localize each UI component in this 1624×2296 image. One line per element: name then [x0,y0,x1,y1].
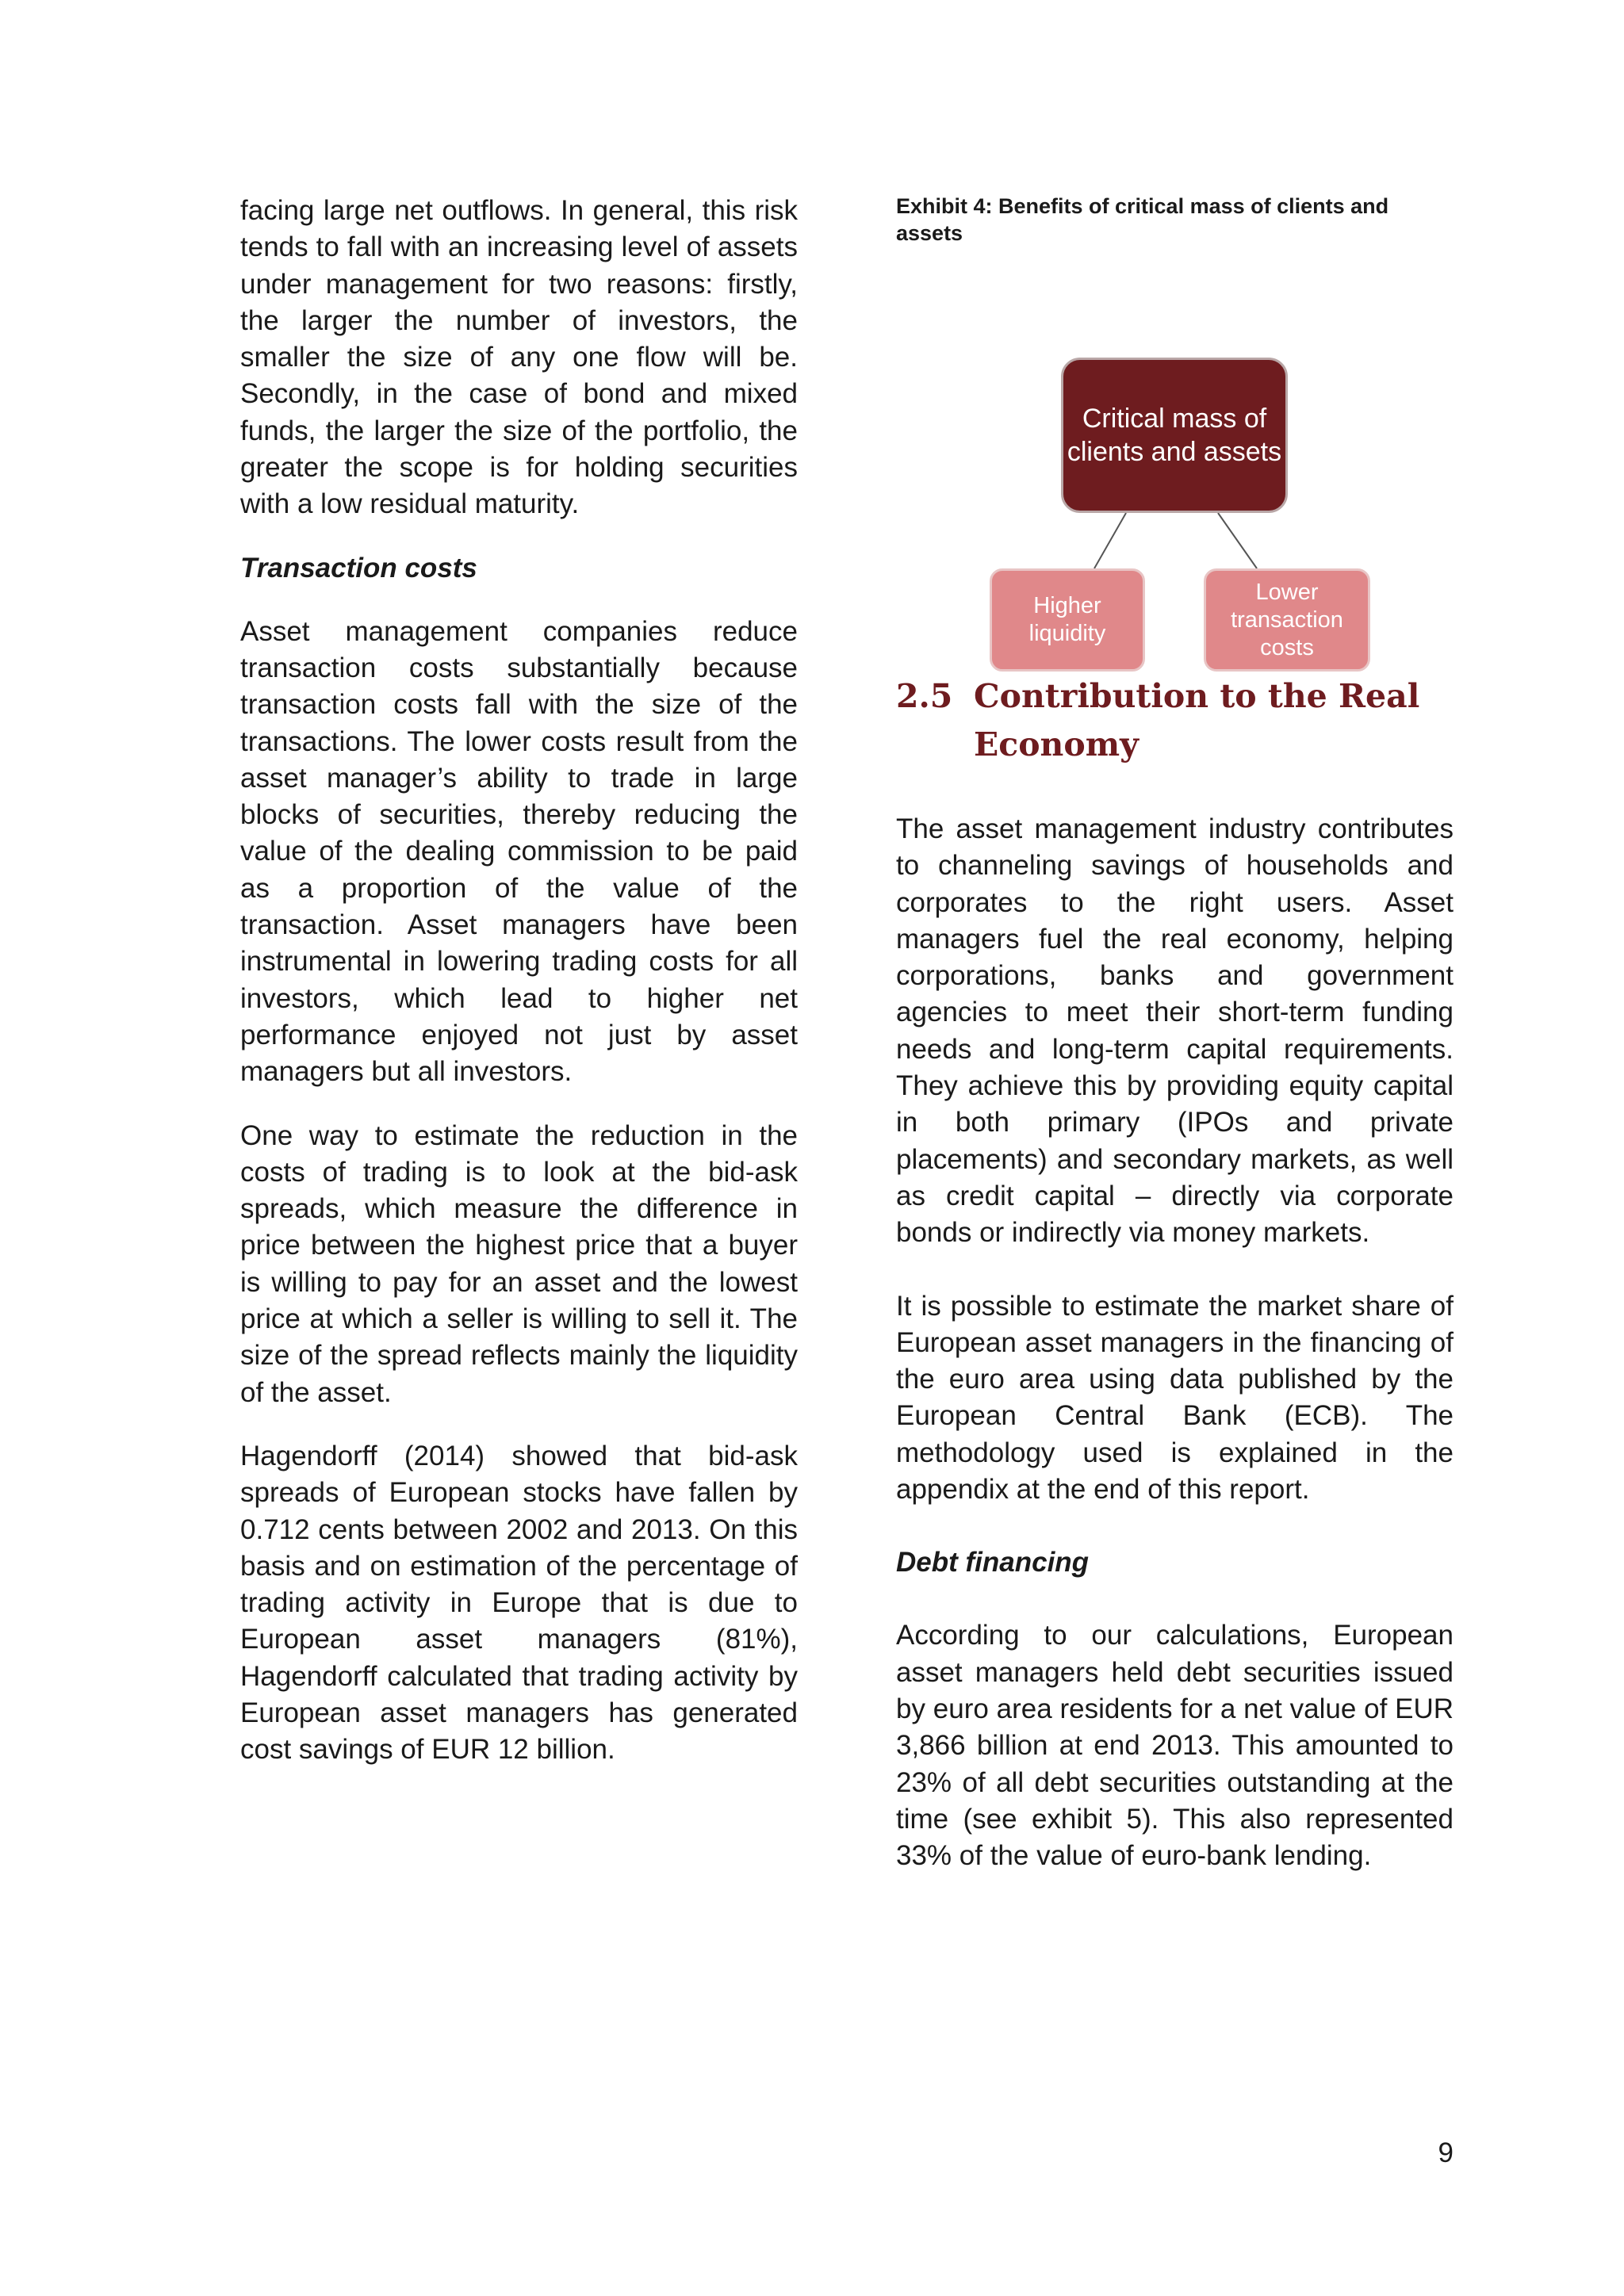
connector-right [1218,513,1257,568]
critical-mass-diagram [896,286,1454,660]
left-paragraph-1: facing large net outflows. In general, this risk tends to fall with an increasing level of assets under management for two reasons: firstly, the larger the number of investors, the smaller the size of any one flow will be. Secondly, in the case of bond and mixed funds, the larger the size of the portfolio, the greater the scope is for holding securities with a low residual maturity. [240,195,798,520]
exhibit-4 [896,193,1454,660]
left-paragraph-3: One way to estimate the reduction in the costs of trading is to look at the bid-ask spreads, which measure the difference in price between the highest price that a buyer is willing to pay for an asset and the lowest price at which a seller is willing to sell it. The size of the spread reflects mainly the liquidity of the asset. [240,1119,798,1408]
subheading-debt-financing: Debt financing [896,1547,1090,1578]
lower-transaction-costs-box: Lower transaction costs [1204,568,1370,672]
right-paragraph-1: The asset management industry contributes to channeling savings of households and corporates to the right users. Asset managers fuel the real economy, helping corporations, banks and government agencies to meet their short-term funding needs and long-term capital requirements. They achieve this by providing equity capital in both primary (IPOs and private placements) and secondary markets, as well as credit capital – directly via corporate bonds or indirectly via money markets. [896,813,1454,1249]
right-column [896,811,1454,1911]
right-paragraph-2: It is possible to estimate the market share of European asset managers in the financing of the euro area using data published by the European Central Bank (ECB). The methodology used is explained in the appendix at the end of this report. [896,1290,1454,1506]
left-paragraph-2: Asset management companies reduce transaction costs substantially because transaction costs fall with the size of the transactions. The lower costs result from the asset manager’s ability to trade in large blocks of securities, thereby reducing the value of the dealing commission to be paid as a proportion of the value of the transaction. Asset managers have been instrumental in lowering trading costs for all investors, which lead to higher net performance enjoyed not just by asset managers but all investors. [240,615,798,1088]
critical-mass-box: Critical mass of clients and assets [1061,358,1288,513]
subheading-transaction-costs: Transaction costs [240,552,477,584]
section-number: 2.5 [896,677,953,715]
right-paragraph-3: According to our calculations, European asset managers held debt securities issued by euro area residents for a net value of EUR 3,866 billion at end 2013. This amounted to 23% of all debt securities outstanding at the time (see exhibit 5). This also represented 33% of the value of euro-bank lending. [896,1620,1454,1872]
section-heading [896,672,1454,769]
section-title: Contribution to the Real Economy [974,677,1420,763]
connector-left [1094,513,1126,568]
page-number: 9 [1438,2137,1454,2168]
exhibit-caption: Exhibit 4: Benefits of critical mass of clients and assets [896,194,1389,245]
left-paragraph-4: Hagendorff (2014) showed that bid-ask spreads of European stocks have fallen by 0.712 cents between 2002 and 2013. On this basis and on estimation of the percentage of trading activity in Europe that is due to European asset managers (81%), Hagendorff calculated that trading activity by European asset managers has generated cost savings of EUR 12 billion. [240,1440,798,1766]
higher-liquidity-box: Higher liquidity [990,568,1145,672]
left-column [240,193,798,1796]
